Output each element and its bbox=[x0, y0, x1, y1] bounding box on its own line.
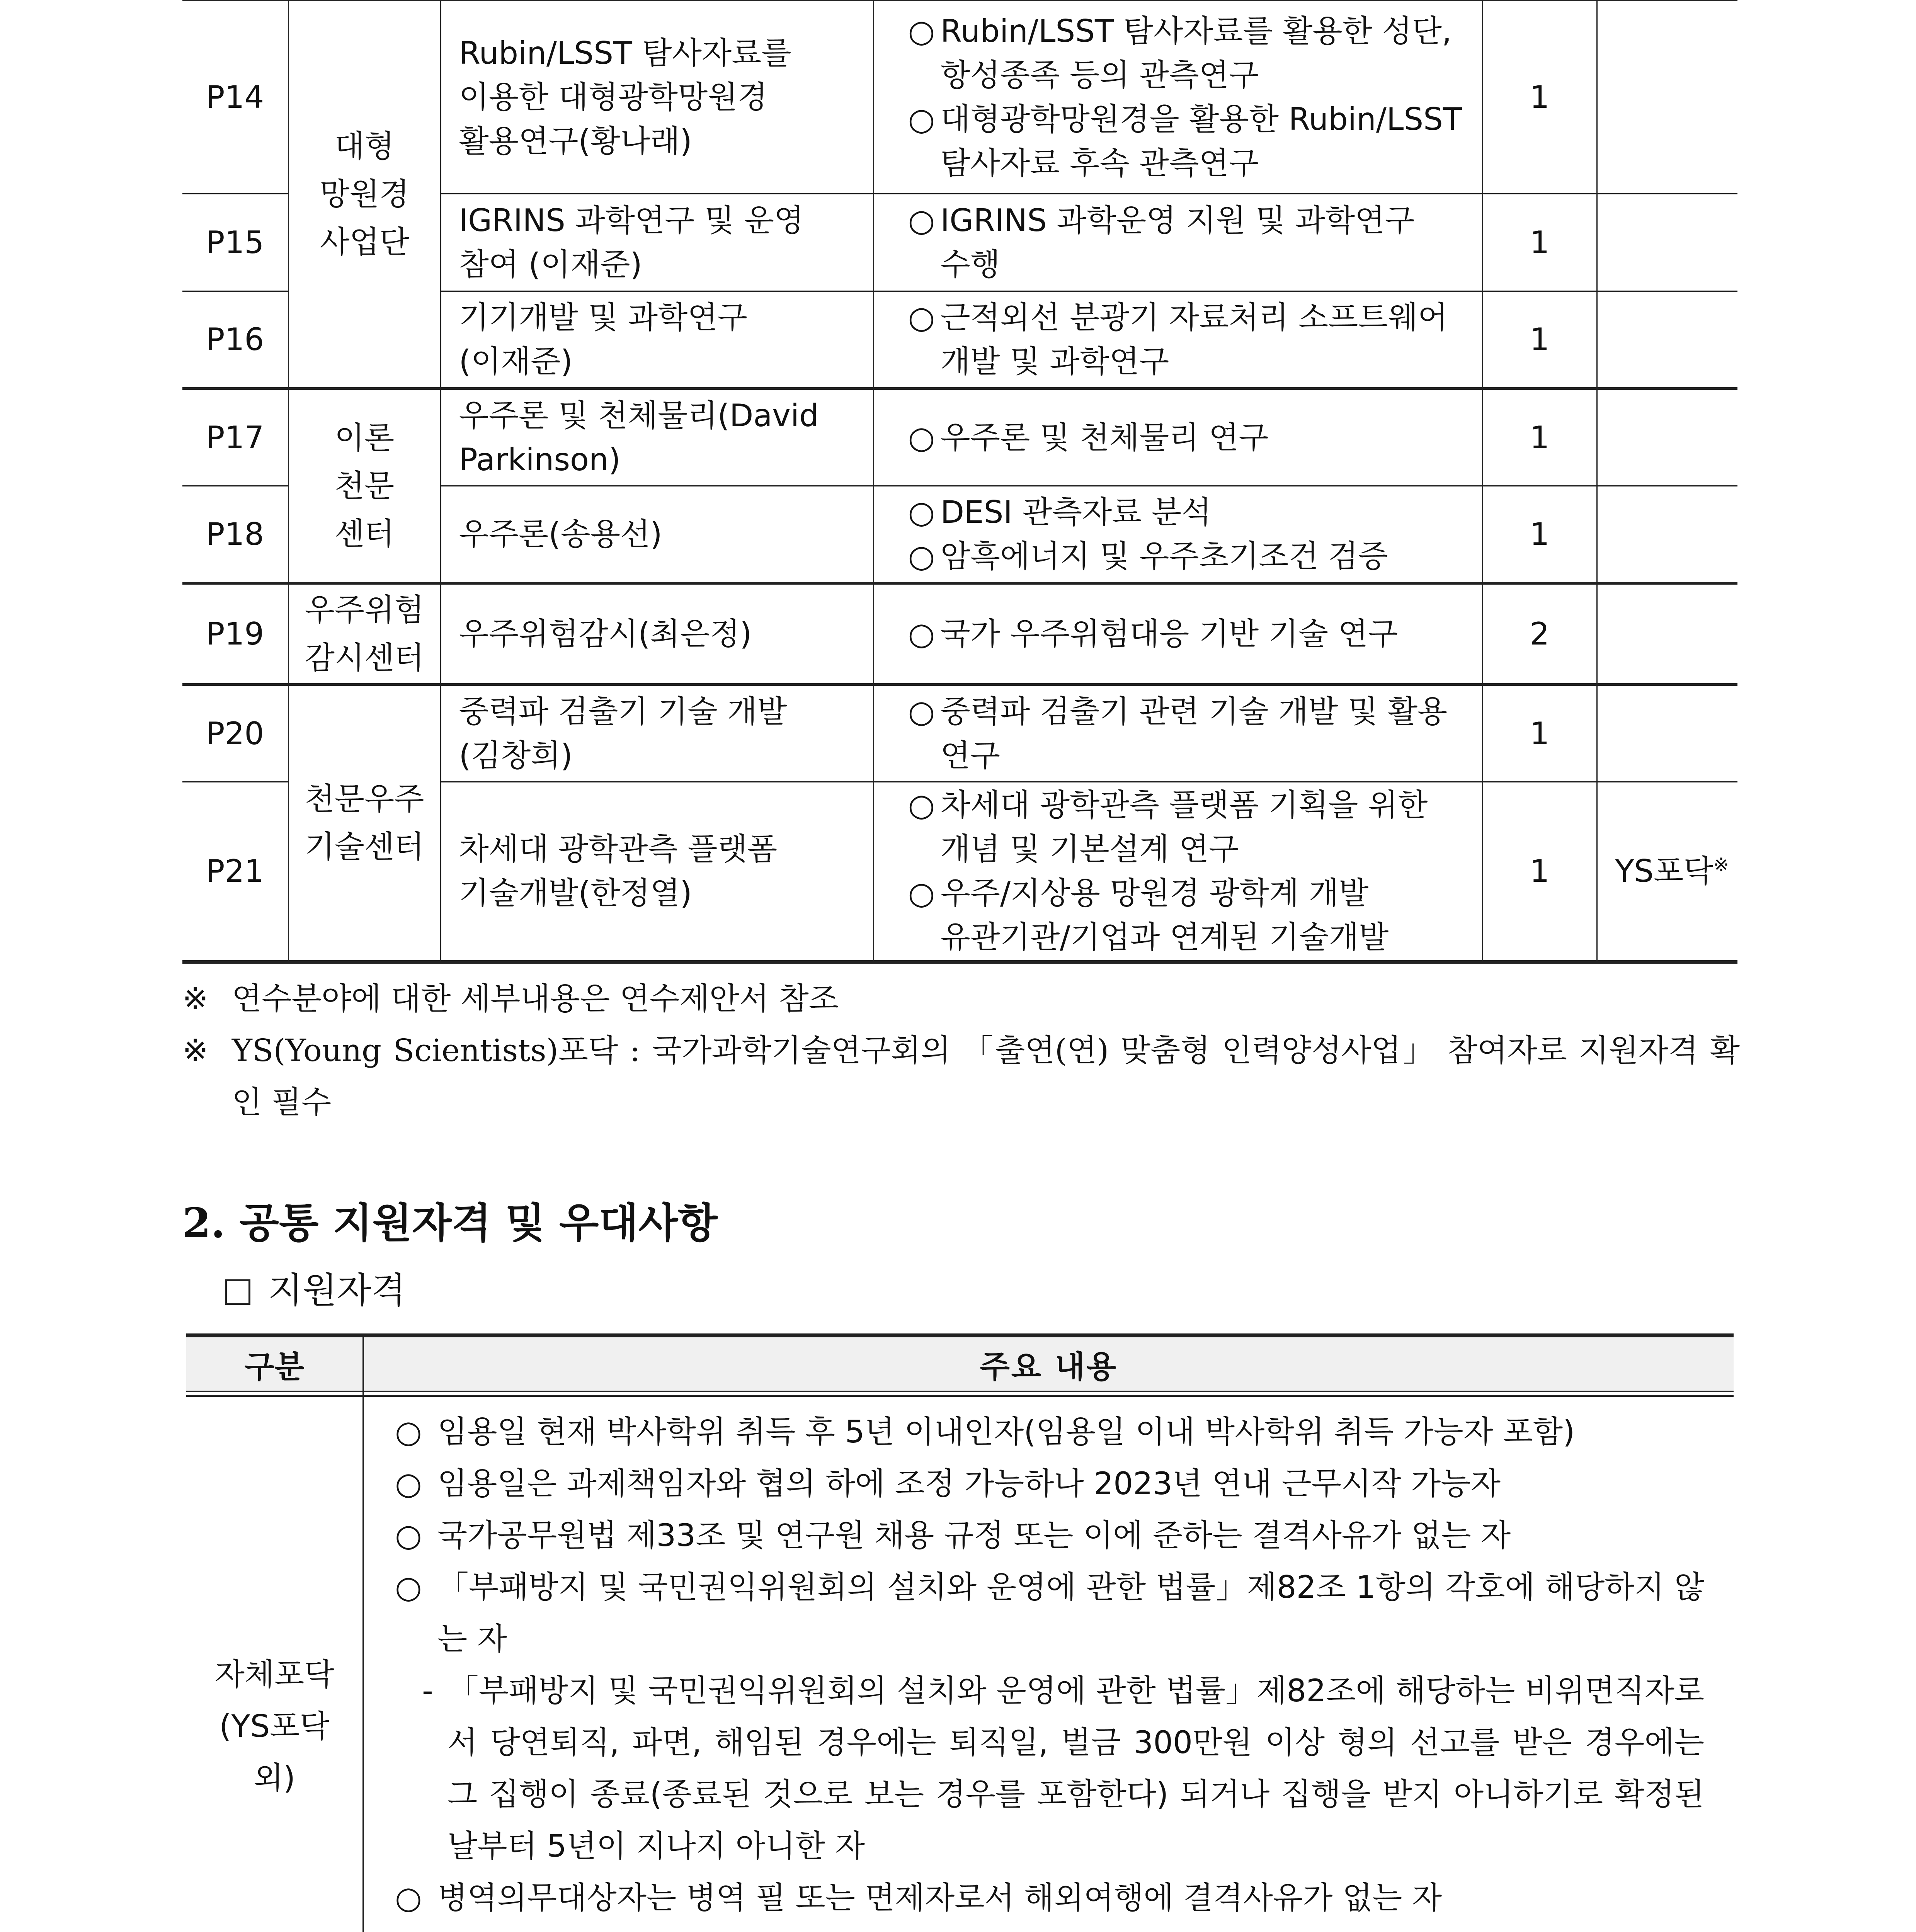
requirement-item bbox=[395, 1458, 1704, 1510]
header-divider bbox=[186, 1395, 1734, 1397]
note-text: YS포닥 bbox=[1615, 853, 1714, 889]
table-row bbox=[182, 583, 1737, 685]
requirement-item bbox=[395, 1406, 1704, 1458]
subsection-label: 지원자격 bbox=[268, 1270, 406, 1311]
note-text: 연수분야에 대한 세부내용은 연수제안서 참조 bbox=[232, 981, 839, 1017]
note-cell bbox=[1597, 1, 1737, 194]
content-cell bbox=[873, 782, 1482, 962]
requirement-text: 「부패방지 및 국민권익위원회의 설치와 운영에 관한 법률」제82조에 해당하는 비위면직자로서 당연퇴직, 파면, 해임된 경우에는 퇴직일, 벌금 300만원 이상 형의 선고를 받은 경우에는 그 집행이 종료(종료된 것으로 보는 경우를 포함한다) 되거나 집행을 받지 아니하기로 확정된 날부터 5년이 지나지 아니한 자 bbox=[448, 1673, 1704, 1864]
bullet-mark bbox=[395, 1924, 437, 1932]
content-item: ○ 우주/지상용 망원경 광학계 개발 유관기관/기업과 연계된 기술개발 bbox=[892, 871, 1464, 959]
reference-mark: ※ bbox=[182, 1032, 209, 1068]
count-cell: 1 bbox=[1482, 194, 1597, 291]
qualification-table bbox=[186, 1333, 1734, 1932]
dept-cell bbox=[288, 389, 441, 583]
field-cell: IGRINS 과학연구 및 운영 참여 (이재준) bbox=[441, 194, 873, 291]
requirement-item bbox=[395, 1510, 1704, 1561]
requirements-list bbox=[395, 1406, 1704, 1932]
field-cell: 차세대 광학관측 플랫폼 기술개발(한정열) bbox=[441, 782, 873, 962]
reference-mark: ※ bbox=[1713, 854, 1729, 876]
note-cell bbox=[1597, 486, 1737, 583]
reference-mark: ※ bbox=[182, 981, 209, 1017]
content-cell bbox=[873, 685, 1482, 782]
content-item: ○ 차세대 광학관측 플랫폼 기획을 위한 개념 및 기본설계 연구 bbox=[892, 783, 1464, 871]
content-cell bbox=[873, 486, 1482, 583]
field-cell: 우주론 및 천체물리(David Parkinson) bbox=[441, 389, 873, 486]
field-cell: 우주론(송용선) bbox=[441, 486, 873, 583]
bullet-mark: ○ bbox=[395, 1569, 422, 1605]
subsection-heading bbox=[225, 1264, 406, 1317]
row-id: P21 bbox=[182, 782, 288, 962]
requirement-subitem bbox=[395, 1665, 1704, 1872]
content-item: ○ 중력파 검출기 관련 기술 개발 및 활용 연구 bbox=[892, 690, 1464, 778]
bullet-mark: ○ bbox=[395, 1517, 422, 1553]
content-item: ○ 암흑에너지 및 우주초기조건 검증 bbox=[892, 534, 1464, 578]
dept-cell bbox=[288, 1, 441, 389]
section-title: 2. 공통 지원자격 및 우대사항 bbox=[182, 1199, 718, 1247]
bullet-mark: ○ bbox=[395, 1466, 422, 1502]
content-cell bbox=[873, 1, 1482, 194]
row-id: P14 bbox=[182, 1, 288, 194]
table-row bbox=[182, 685, 1737, 782]
content-item: ○ DESI 관측자료 분석 bbox=[892, 490, 1464, 534]
bullet-mark: ○ bbox=[395, 1880, 422, 1916]
dept-cell bbox=[288, 583, 441, 685]
row-id: P19 bbox=[182, 583, 288, 685]
content-item: ○ IGRINS 과학운영 지원 및 과학연구 수행 bbox=[892, 199, 1464, 287]
requirement-text: 임용일은 과제책임자와 협의 하에 조정 가능하나 2023년 연내 근무시작 가능자 bbox=[437, 1466, 1501, 1502]
requirement-text: 국가공무원법 제33조 및 연구원 채용 규정 또는 이에 준하는 결격사유가 없는 자 bbox=[437, 1517, 1511, 1553]
content-cell bbox=[873, 583, 1482, 685]
requirement-item bbox=[395, 1872, 1704, 1924]
note-cell bbox=[1597, 685, 1737, 782]
header-category: 구분 bbox=[244, 1349, 305, 1385]
content-cell bbox=[873, 194, 1482, 291]
row-id: P15 bbox=[182, 194, 288, 291]
note-cell bbox=[1597, 389, 1737, 486]
row-id: P17 bbox=[182, 389, 288, 486]
row-id: P16 bbox=[182, 291, 288, 389]
content-item: ○ 우주론 및 천체물리 연구 bbox=[892, 416, 1464, 460]
requirement-text: 병역의무대상자는 병역 필 또는 면제자로서 해외여행에 결격사유가 없는 자 bbox=[437, 1880, 1442, 1916]
category-label: 자체포닥 (YS포닥 외) bbox=[214, 1656, 334, 1796]
table-row bbox=[182, 1, 1737, 194]
requirement-text: 「부패방지 및 국민권익위원회의 설치와 운영에 관한 법률」제82조 1항의 각호에 해당하지 않는 자 bbox=[437, 1569, 1704, 1657]
field-cell: 기기개발 및 과학연구 (이재준) bbox=[441, 291, 873, 389]
count-cell: 2 bbox=[1482, 583, 1597, 685]
note-cell bbox=[1597, 782, 1737, 962]
table-notes bbox=[182, 973, 1740, 1128]
postdoc-field-table bbox=[182, 0, 1737, 964]
requirement-text: 임용일 현재 박사학위 취득 후 5년 이내인자(임용일 이내 박사학위 취득 가능자 포함) bbox=[437, 1414, 1575, 1450]
note-item bbox=[182, 1025, 1740, 1128]
count-cell: 1 bbox=[1482, 389, 1597, 486]
content-item: ○ 근적외선 분광기 자료처리 소프트웨어 개발 및 과학연구 bbox=[892, 296, 1464, 384]
dept-label: 천문우주 기술센터 bbox=[305, 781, 424, 865]
content-cell bbox=[873, 389, 1482, 486]
field-cell: 중력파 검출기 기술 개발(김창희) bbox=[441, 685, 873, 782]
header-divider bbox=[186, 1391, 1734, 1392]
category-cell bbox=[186, 1397, 362, 1932]
note-item bbox=[182, 973, 1740, 1025]
content-item: ○ 국가 우주위험대응 기반 기술 연구 bbox=[892, 612, 1464, 656]
bullet-mark: ○ bbox=[395, 1414, 422, 1450]
column-divider bbox=[362, 1337, 364, 1932]
count-cell: 1 bbox=[1482, 1, 1597, 194]
table-row bbox=[182, 389, 1737, 486]
header-content: 주요 내용 bbox=[980, 1349, 1118, 1385]
count-cell: 1 bbox=[1482, 685, 1597, 782]
row-id: P18 bbox=[182, 486, 288, 583]
note-text: YS(Young Scientists)포닥 : 국가과학기술연구회의 「출연(연) 맞춤형 인력양성사업」 참여자로 지원자격 확인 필수 bbox=[232, 1032, 1740, 1120]
row-id: P20 bbox=[182, 685, 288, 782]
content-item: ○ Rubin/LSST 탐사자료를 활용한 성단, 항성종족 등의 관측연구 bbox=[892, 9, 1464, 97]
note-cell bbox=[1597, 583, 1737, 685]
note-cell bbox=[1597, 194, 1737, 291]
note-cell bbox=[1597, 291, 1737, 389]
dash-mark: - bbox=[422, 1673, 433, 1709]
requirement-item bbox=[395, 1561, 1704, 1665]
dept-cell bbox=[288, 685, 441, 962]
requirement-item bbox=[395, 1924, 1704, 1932]
field-cell: 우주위험감시(최은정) bbox=[441, 583, 873, 685]
dept-label: 이론 천문 센터 bbox=[334, 420, 395, 552]
dept-label: 우주위험 감시센터 bbox=[305, 592, 424, 676]
count-cell: 1 bbox=[1482, 782, 1597, 962]
checkbox-square-icon bbox=[225, 1279, 250, 1305]
content-item: ○ 대형광학망원경을 활용한 Rubin/LSST 탐사자료 후속 관측연구 bbox=[892, 97, 1464, 185]
count-cell: 1 bbox=[1482, 291, 1597, 389]
table-top-border bbox=[186, 1333, 1734, 1337]
count-cell: 1 bbox=[1482, 486, 1597, 583]
content-cell bbox=[873, 291, 1482, 389]
field-cell: Rubin/LSST 탐사자료를 이용한 대형광학망원경 활용연구(황나래) bbox=[441, 1, 873, 194]
dept-label: 대형 망원경 사업단 bbox=[320, 128, 409, 260]
